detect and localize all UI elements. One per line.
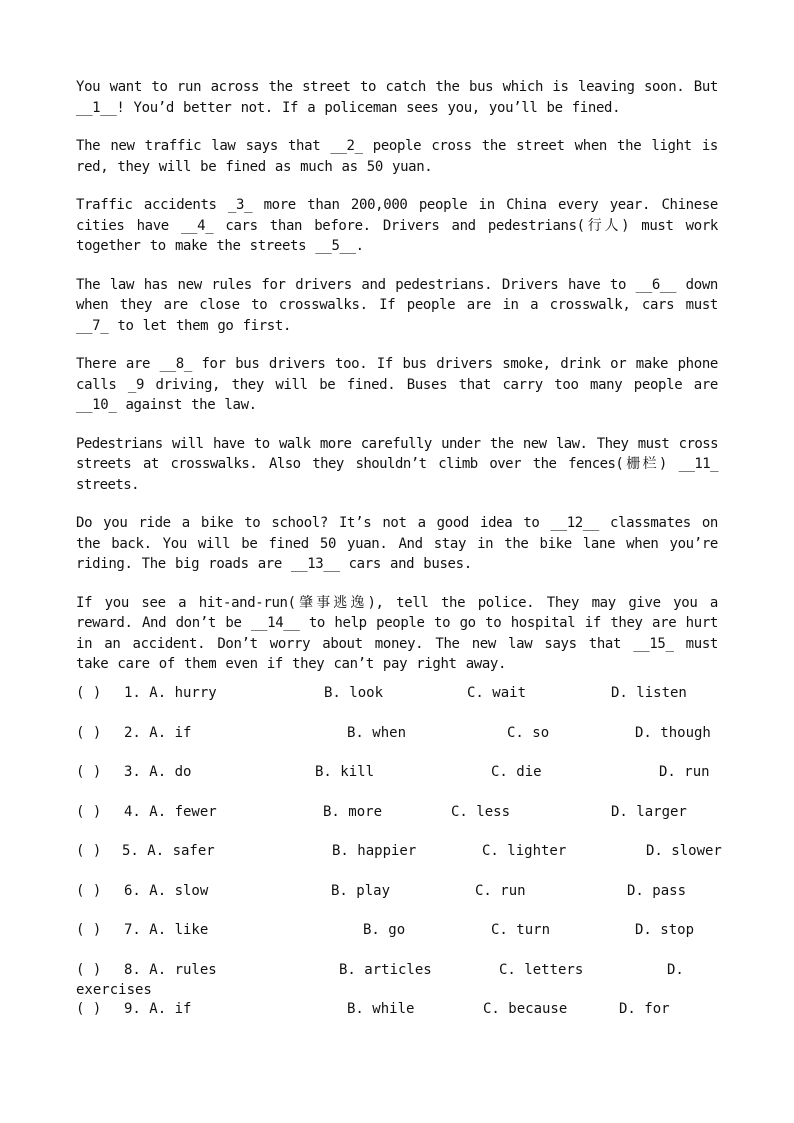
question-1 (76, 683, 736, 723)
option-d: D. slower (646, 843, 722, 859)
option-d: D. stop (635, 922, 695, 938)
option-c: C. because (483, 1001, 568, 1017)
question-4 (76, 802, 736, 842)
option-a: 6. A. slow (124, 882, 209, 899)
option-b: B. more (323, 803, 383, 820)
option-a: 7. A. like (124, 922, 209, 938)
answer-blank: ( ) (76, 882, 102, 899)
option-b: B. go (363, 922, 406, 938)
question-7 (76, 920, 736, 960)
option-b: B. look (324, 685, 384, 701)
passage-paragraph-2: The new traffic law says that __2_ people cross the street when the light is red, they will be fined as much as 50 yuan. (76, 138, 718, 175)
option-b: B. when (347, 724, 407, 741)
option-d-text: exercises (76, 981, 152, 998)
option-d: D. listen (611, 685, 687, 701)
question-3 (76, 762, 736, 802)
passage-paragraph-5: There are __8_ for bus drivers too. If bus drivers smoke, drink or make phone calls _9 driving, they will be fined. Buses that carry too many people are __10_ against the law. (76, 356, 718, 413)
option-a: 4. A. fewer (124, 803, 217, 820)
answer-blank: ( ) (76, 843, 102, 859)
option-a: 5. A. safer (122, 843, 215, 859)
option-c: C. wait (467, 685, 527, 701)
option-d: D. though (635, 724, 711, 741)
passage-paragraph-8: If you see a hit-and-run(肇事逃逸), tell the police. They may give you a reward. And don’t be __14__ to help people to go to hospital if they are hurt in an accident. Don’t worry about money. The new law says that __15_ must take care of them even if they can’t pay right away. (76, 594, 718, 672)
option-c: C. turn (491, 922, 551, 938)
option-a: 1. A. hurry (124, 685, 217, 701)
question-2 (76, 723, 736, 763)
answer-blank: ( ) (76, 803, 102, 820)
option-c: C. lighter (482, 843, 567, 859)
option-d: D. run (659, 764, 710, 780)
answer-blank: ( ) (76, 764, 102, 780)
option-c: C. die (491, 764, 542, 780)
answer-blank: ( ) (76, 685, 102, 701)
answer-blank: ( ) (76, 961, 102, 978)
option-d: D. (667, 961, 684, 978)
passage-paragraph-6: Pedestrians will have to walk more carefully under the new law. They must cross streets at crosswalks. Also they shouldn’t climb over the fences(栅栏) __11_ streets. (76, 435, 718, 493)
option-d: D. pass (627, 882, 687, 899)
answer-blank: ( ) (76, 724, 102, 741)
question-8 (76, 960, 736, 1000)
passage-paragraph-7: Do you ride a bike to school? It’s not a good idea to __12__ classmates on the back. You will be fined 50 yuan. And stay in the bike lane when you’re riding. The big roads are __13__ cars and buses. (76, 515, 718, 572)
question-6 (76, 881, 736, 921)
option-a: 9. A. if (124, 1001, 192, 1017)
option-c: C. so (507, 724, 550, 741)
option-b: B. happier (332, 843, 417, 859)
option-b: B. kill (315, 764, 375, 780)
answer-blank: ( ) (76, 1001, 102, 1017)
passage (76, 77, 718, 693)
question-5 (76, 841, 736, 881)
option-d: D. for (619, 1001, 670, 1017)
option-b: B. articles (339, 961, 432, 978)
option-c: C. run (475, 882, 526, 899)
option-a: 8. A. rules (124, 961, 217, 978)
option-c: C. less (451, 803, 511, 820)
passage-paragraph-4: The law has new rules for drivers and pedestrians. Drivers have to __6__ down when they are close to crosswalks. If people are in a crosswalk, cars must __7_ to let them go first. (76, 276, 718, 334)
passage-paragraph-1: You want to run across the street to catch the bus which is leaving soon. But __1__! You’d better not. If a policeman sees you, you’ll be fined. (76, 79, 718, 116)
option-a: 3. A. do (124, 764, 192, 780)
question-9 (76, 999, 736, 1039)
option-a: 2. A. if (124, 724, 192, 741)
option-b: B. while (347, 1001, 415, 1017)
question-list (76, 683, 736, 1039)
answer-blank: ( ) (76, 922, 102, 938)
option-b: B. play (331, 882, 391, 899)
option-d: D. larger (611, 803, 687, 820)
passage-paragraph-3: Traffic accidents _3_ more than 200,000 people in China every year. Chinese cities have __4_ cars than before. Drivers and pedestrians(行人) must work together to make the streets __5__. (76, 197, 718, 254)
option-c: C. letters (499, 961, 584, 978)
